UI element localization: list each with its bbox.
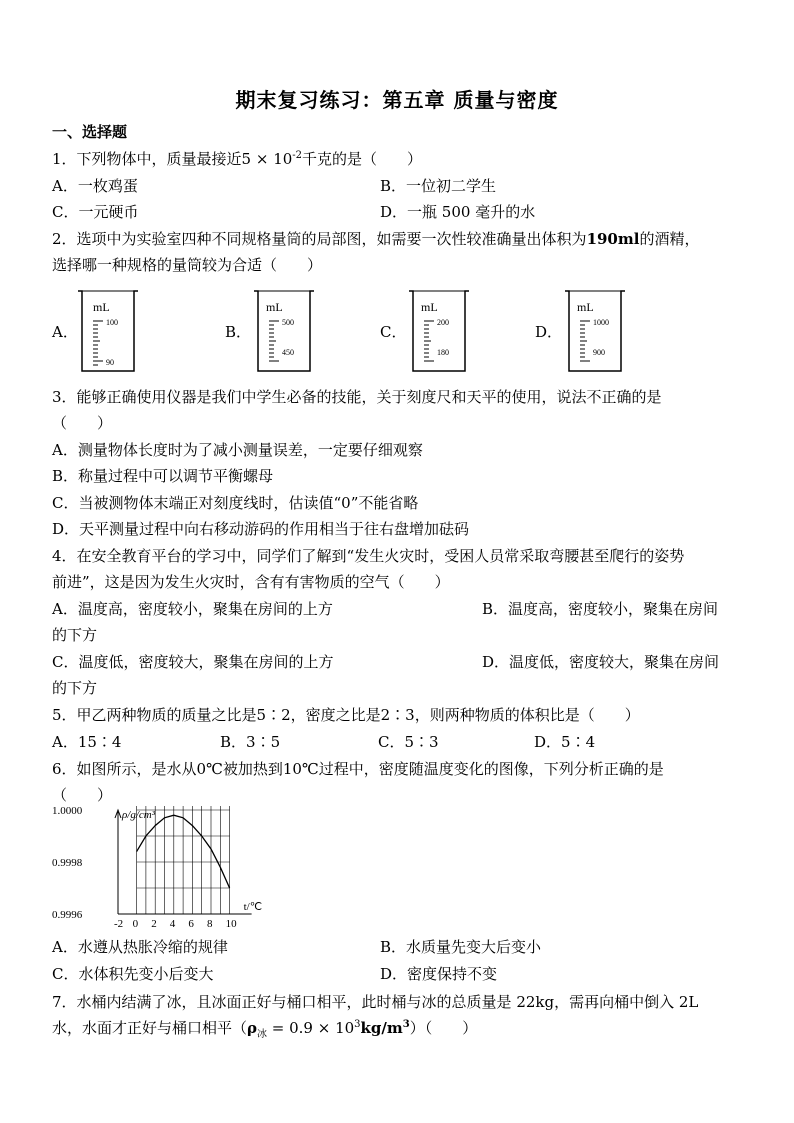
q5-stem: 5．甲乙两种物质的质量之比是5∶2，密度之比是2∶3，则两种物质的体积比是（ ） — [52, 706, 640, 724]
q7-stem-line2: 水，水面才正好与桶口相平$(\rho_冰 = 0.9 \times 10^3kg/m^3)$（ ） — [52, 1019, 478, 1040]
cylinder-d-unit: mL — [577, 300, 594, 314]
page-title: 期末复习练习：第五章 质量与密度 — [235, 88, 559, 112]
q4-stem-line2: 前进”，这是因为发生火灾时，含有有害物质的空气（ ） — [52, 573, 450, 591]
cylinder-b-top-mark: 500 — [282, 318, 294, 327]
y-axis-label: ρ/g/cm³ — [122, 809, 156, 821]
q2-option-a-label: A． — [52, 323, 78, 341]
q1-option-a: A．一枚鸡蛋 — [52, 177, 138, 195]
q6-option-a: A．水遵从热胀冷缩的规律 — [52, 938, 228, 956]
measuring-cylinder-b — [252, 289, 332, 373]
y-tick-label: 0.9998 — [52, 857, 83, 869]
cylinder-a-bottom-mark: 90 — [106, 358, 114, 367]
q5-option-b: B．3∶5 — [220, 733, 281, 751]
q1-stem: 1．下列物体中，质量最接近$5 \times 10^{-2}$千克的是（ ） — [52, 150, 423, 168]
x-tick-label: 2 — [151, 918, 157, 930]
q4-option-d-continued: 的下方 — [52, 679, 98, 697]
x-tick-label: -2 — [114, 918, 124, 930]
x-axis-label: t/℃ — [243, 901, 263, 913]
q1-option-b: B．一位初二学生 — [380, 177, 497, 195]
q3-stem-line1: 3．能够正确使用仪器是我们中学生必备的技能，关于刻度尺和天平的使用，说法不正确的是 — [52, 388, 662, 406]
q2-option-b-label: B． — [225, 323, 252, 341]
cylinder-c-unit: mL — [421, 300, 438, 314]
density-temperature-chart — [48, 806, 308, 932]
section-heading: 一、选择题 — [52, 123, 128, 141]
cylinder-d-bottom-mark: 900 — [593, 348, 605, 357]
q6-stem-line1: 6．如图所示，是水从0℃被加热到10℃过程中，密度随温度变化的图像，下列分析正确的是 — [52, 760, 664, 778]
x-tick-label: 4 — [169, 918, 176, 930]
q6-option-d: D．密度保持不变 — [380, 965, 498, 983]
cylinder-d-top-mark: 1000 — [593, 318, 609, 327]
measuring-cylinder-c — [407, 289, 487, 373]
q6-option-c: C．水体积先变小后变大 — [52, 965, 214, 983]
x-tick-label: 10 — [225, 918, 237, 930]
x-tick-label: 8 — [207, 918, 213, 930]
q3-stem-line2: （ ） — [52, 414, 113, 432]
cylinder-b-unit: mL — [266, 300, 283, 314]
q4-stem-line1: 4．在安全教育平台的学习中，同学们了解到“发生火灾时，受困人员常采取弯腰甚至爬行的姿势 — [52, 547, 685, 565]
q7-stem-line1: 7．水桶内结满了冰，且冰面正好与桶口相平，此时桶与冰的总质量是 22kg，需再向桶中倒入 2L — [52, 993, 699, 1011]
measuring-cylinder-a — [76, 289, 156, 373]
q2-option-d-label: D． — [535, 323, 563, 341]
x-tick-label: 0 — [132, 918, 139, 930]
cylinder-c-top-mark: 200 — [437, 318, 449, 327]
q6-option-b: B．水质量先变大后变小 — [380, 938, 542, 956]
q3-option-a: A．测量物体长度时为了减小测量误差，一定要仔细观察 — [52, 441, 423, 459]
q3-option-d: D．天平测量过程中向右移动游码的作用相当于往右盘增加砝码 — [52, 520, 470, 538]
q1-option-d: D．一瓶 500 毫升的水 — [380, 203, 536, 221]
q4-option-b-continued: 的下方 — [52, 626, 98, 644]
cylinder-b-bottom-mark: 450 — [282, 348, 294, 357]
q5-option-c: C．5∶3 — [378, 733, 439, 751]
cylinder-a-top-mark: 100 — [106, 318, 118, 327]
q3-option-b: B．称量过程中可以调节平衡螺母 — [52, 467, 274, 485]
cylinder-c-bottom-mark: 180 — [437, 348, 449, 357]
q2-option-c-label: C． — [380, 323, 407, 341]
q6-stem-line2: （ ） — [52, 786, 113, 804]
q4-option-a: A．温度高，密度较小，聚集在房间的上方 — [52, 600, 333, 618]
q4-option-c: C．温度低，密度较大，聚集在房间的上方 — [52, 653, 334, 671]
q2-stem-line2: 选择哪一种规格的量筒较为合适（ ） — [52, 256, 323, 274]
q4-option-b: B．温度高，密度较小，聚集在房间 — [482, 600, 719, 618]
q2-stem-line1: 2．选项中为实验室四种不同规格量筒的局部图，如需要一次性较准确量出体积为190ml的酒精， — [52, 230, 700, 248]
q5-option-a: A．15∶4 — [52, 733, 122, 751]
q1-option-c: C．一元硬币 — [52, 203, 139, 221]
q5-option-d: D．5∶4 — [534, 733, 596, 751]
measuring-cylinder-d — [563, 289, 643, 373]
q4-option-d: D．温度低，密度较大，聚集在房间 — [482, 653, 720, 671]
x-tick-label: 6 — [188, 918, 194, 930]
cylinder-a-unit: mL — [93, 300, 110, 314]
q3-option-c: C．当被测物体末端正对刻度线时，估读值“0”不能省略 — [52, 494, 419, 512]
y-tick-label: 0.9996 — [52, 909, 83, 921]
y-tick-label: 1.0000 — [52, 806, 83, 817]
